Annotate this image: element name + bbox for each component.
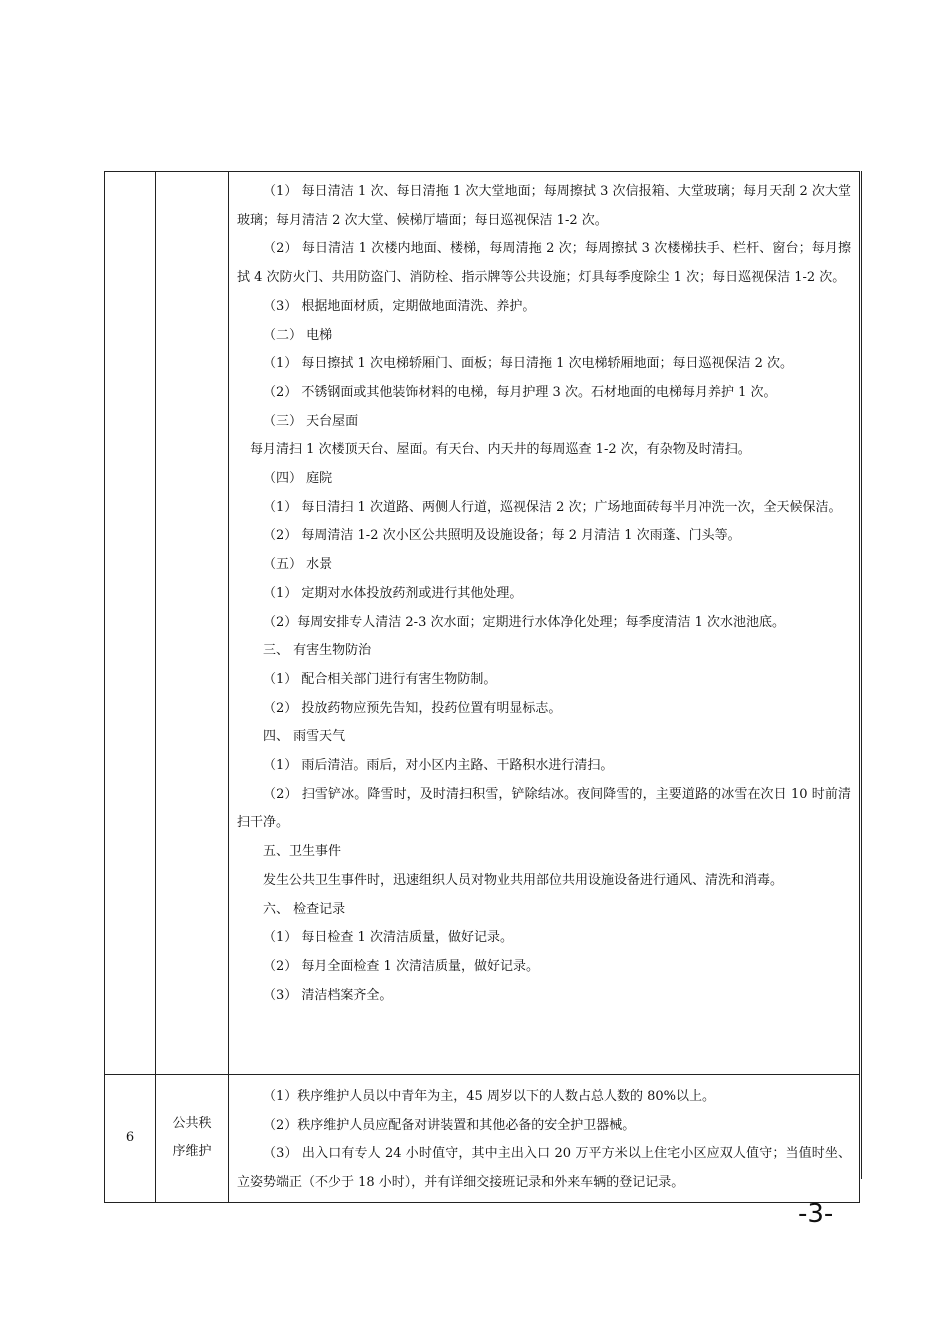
table-right-border: [861, 171, 862, 1179]
content-line: （2） 投放药物应预先告知，投药位置有明显标志。: [263, 700, 562, 716]
page-number: -3-: [798, 1199, 834, 1229]
content-line: （2） 每周清洁 1-2 次小区公共照明及设施设备；每 2 月清洁 1 次雨蓬、门头等。: [263, 528, 741, 544]
content-line: （1） 配合相关部门进行有害生物防制。: [263, 671, 497, 687]
content-line: （1） 雨后清洁。雨后，对小区内主路、干路积水进行清扫。: [263, 758, 614, 774]
section-heading: 五、卫生事件: [263, 844, 342, 860]
row-name-cell: [156, 1075, 229, 1203]
row-content-cell: [229, 172, 860, 1075]
content-line: （2） 不锈钢面或其他装饰材料的电梯，每月护理 3 次。石材地面的电梯每月养护 1 次。: [263, 384, 777, 400]
content-line: （1） 每日检查 1 次清洁质量，做好记录。: [263, 930, 513, 946]
row-content-cell: [229, 1075, 860, 1203]
standards-table: [104, 171, 860, 1203]
table-row: [105, 1075, 860, 1203]
content-line: （1） 每日擦拭 1 次电梯轿厢门、面板；每日清拖 1 次电梯轿厢地面；每日巡视保洁 2 次。: [263, 356, 794, 372]
section-heading: 六、 检查记录: [263, 901, 346, 917]
content-line: （3） 根据地面材质，定期做地面清洗、养护。: [263, 298, 536, 314]
section-heading: 四、 雨雪天气: [263, 729, 346, 745]
content-line: （2） 扫雪铲冰。降雪时，及时清扫积雪，铲除结冰。夜间降雪的，主要道路的冰雪在次日 10 时前清扫干净。: [237, 786, 851, 831]
content-line: （2）秩序维护人员应配备对讲装置和其他必备的安全护卫器械。: [263, 1117, 636, 1133]
content-line: （3） 清洁档案齐全。: [263, 987, 393, 1003]
subsection-heading: （二） 电梯: [263, 327, 333, 343]
row-name-cell: [156, 172, 229, 1075]
content-line: （3） 出入口有专人 24 小时值守，其中主出入口 20 万平方米以上住宅小区应双人值守；当值时坐、立姿势端正（不少于 18 小时），并有详细交接班记录和外来车辆的登记记录。: [237, 1146, 851, 1191]
row-number-cell: [105, 172, 156, 1075]
content-line: （1） 每日清扫 1 次道路、两侧人行道，巡视保洁 2 次；广场地面砖每半月冲洗一次，全天候保洁。: [263, 499, 842, 515]
subsection-heading: （五） 水景: [263, 557, 333, 573]
content-line: （2） 每日清洁 1 次楼内地面、楼梯，每周清拖 2 次；每周擦拭 3 次楼梯扶手、栏杆、窗台；每月擦拭 4 次防火门、共用防盗门、消防栓、指示牌等公共设施；灯具每季度除尘 1 次；每日巡视保洁 1-2 次。: [237, 241, 851, 286]
subsection-heading: （三） 天台屋面: [263, 413, 359, 429]
content-line: 每月清扫 1 次楼顶天台、屋面。有天台、内天井的每周巡查 1-2 次，有杂物及时清扫。: [250, 442, 751, 458]
table-row: [105, 172, 860, 1075]
content-line: （2）每周安排专人清洁 2-3 次水面；定期进行水体净化处理；每季度清洁 1 次水池池底。: [263, 614, 786, 630]
content-line: 发生公共卫生事件时，迅速组织人员对物业共用部位共用设施设备进行通风、清洗和消毒。: [263, 872, 784, 888]
content-line: （1） 每日清洁 1 次、每日清拖 1 次大堂地面；每周擦拭 3 次信报箱、大堂玻璃；每月天刮 2 次大堂玻璃；每月清洁 2 次大堂、候梯厅墙面；每日巡视保洁 1-2 次。: [237, 184, 851, 228]
content-line: （1）秩序维护人员以中青年为主，45 周岁以下的人数占总人数的 80%以上。: [263, 1089, 715, 1104]
section-heading: 三、 有害生物防治: [263, 643, 372, 659]
row-number-cell: 6: [105, 1075, 156, 1203]
row-name-text: 公共秩序维护: [172, 1116, 212, 1160]
content-line: （1） 定期对水体投放药剂或进行其他处理。: [263, 585, 523, 601]
subsection-heading: （四） 庭院: [263, 471, 333, 487]
content-line: （2） 每月全面检查 1 次清洁质量，做好记录。: [263, 958, 539, 974]
